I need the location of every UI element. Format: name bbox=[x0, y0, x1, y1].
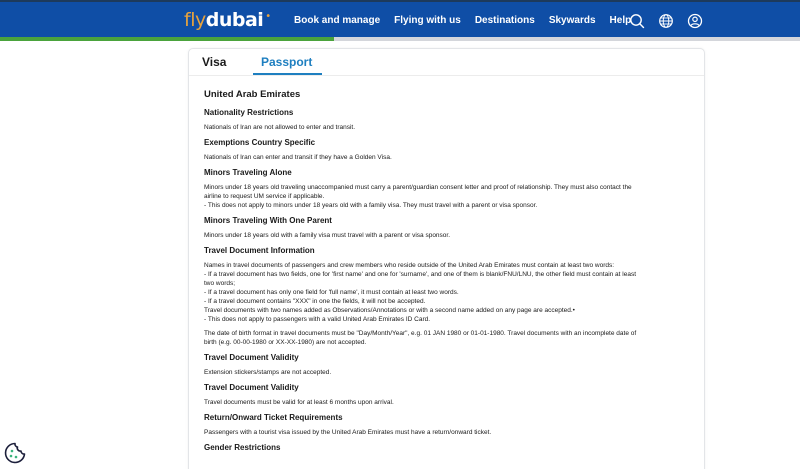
section-title: Gender Restrictions bbox=[204, 443, 281, 452]
tab-visa[interactable]: Visa bbox=[202, 55, 227, 69]
main-nav bbox=[294, 15, 645, 26]
section-body bbox=[204, 153, 694, 162]
passport-requirements-content bbox=[204, 89, 694, 453]
user-account-icon[interactable] bbox=[686, 12, 704, 30]
section-body bbox=[204, 368, 694, 377]
section-body bbox=[204, 261, 694, 347]
section-title: Travel Document Validity bbox=[204, 353, 299, 362]
section-text: Passengers with a tourist visa issued by the United Arab Emirates must have a return/onward ticket. bbox=[204, 429, 492, 436]
nav-flying-with-us[interactable]: Flying with us bbox=[394, 15, 461, 26]
section-title: Exemptions Country Specific bbox=[204, 138, 316, 147]
section-text: airline to request UM service if applicable. bbox=[204, 193, 325, 200]
section-title: Travel Document Information bbox=[204, 246, 315, 255]
section-title: Minors Traveling Alone bbox=[204, 168, 292, 177]
nav-skywards[interactable]: Skywards bbox=[548, 15, 596, 26]
section-body bbox=[204, 428, 694, 437]
section-text: Minors under 18 years old traveling unaccompanied must carry a parent/guardian consent letter and proof of relationship. They must also contact the bbox=[204, 184, 632, 191]
page-progress-fill bbox=[0, 37, 334, 41]
search-icon[interactable] bbox=[628, 12, 646, 30]
section-body bbox=[204, 231, 694, 240]
section-body bbox=[204, 123, 694, 132]
section-text: Travel documents must be valid for at least 6 months upon arrival. bbox=[204, 399, 394, 406]
section-title: Minors Traveling With One Parent bbox=[204, 216, 332, 225]
section-body bbox=[204, 183, 694, 210]
section-text: - If a travel document has two fields, one for 'first name' and one for 'surname', and one of them is blank/FNU/LNU, the other field must contain at least bbox=[204, 271, 637, 278]
logo-fly-text: fly bbox=[184, 9, 206, 31]
cookie-settings-button[interactable] bbox=[3, 441, 27, 465]
top-navigation-bar bbox=[0, 0, 800, 37]
section-text: birth (e.g. 00-00-1980 or XX-XX-1980) are not accepted. bbox=[204, 339, 367, 346]
section-text: - This does not apply to passengers with a valid United Arab Emirates ID Card. bbox=[204, 316, 431, 323]
tab-passport[interactable]: Passport bbox=[261, 55, 313, 69]
globe-icon[interactable] bbox=[657, 12, 675, 30]
travel-requirements-card bbox=[188, 48, 705, 469]
section-title: Travel Document Validity bbox=[204, 383, 299, 392]
section-text: - If a travel document has only one field for 'full name', it must contain at least two words. bbox=[204, 289, 459, 296]
tab-bar bbox=[189, 49, 704, 76]
flydubai-logo[interactable] bbox=[184, 9, 271, 33]
cookie-icon bbox=[3, 441, 27, 465]
section-text: The date of birth format in travel documents must be "Day/Month/Year", e.g. 01 JAN 1980 or 01-01-1980. Travel documents with an incomplete date of bbox=[204, 330, 637, 337]
active-tab-indicator bbox=[253, 73, 322, 75]
section-title: Return/Onward Ticket Requirements bbox=[204, 413, 343, 422]
section-text: Nationals of Iran can enter and transit if they have a Golden Visa. bbox=[204, 154, 392, 161]
section-text: Travel documents with two names added as Observations/Annotations or with a second name added on any page are accepted.• bbox=[204, 307, 575, 314]
section-text: Extension stickers/stamps are not accepted. bbox=[204, 369, 332, 376]
header-icons bbox=[628, 12, 715, 30]
nav-help[interactable]: Help bbox=[609, 15, 632, 26]
nav-book-and-manage[interactable]: Book and manage bbox=[294, 15, 381, 26]
section-title: Nationality Restrictions bbox=[204, 108, 294, 117]
section-text: - This does not apply to minors under 18 years old with a family visa. They must travel with a parent or visa sponsor. bbox=[204, 202, 538, 209]
country-heading: United Arab Emirates bbox=[204, 89, 301, 100]
logo-dubai-text: dubai bbox=[205, 9, 264, 31]
section-body bbox=[204, 398, 694, 407]
section-text: Minors under 18 years old with a family visa must travel with a parent or visa sponsor. bbox=[204, 232, 451, 239]
section-text: Names in travel documents of passengers and crew members who reside outside of the United Arab Emirates must contain at least two words: bbox=[204, 262, 615, 269]
section-text: - If a travel document contains "XXX" in one the fields, it will not be accepted. bbox=[204, 298, 426, 305]
nav-destinations[interactable]: Destinations bbox=[474, 15, 535, 26]
section-text: Nationals of Iran are not allowed to enter and transit. bbox=[204, 124, 356, 131]
section-text: two words; bbox=[204, 280, 236, 287]
logo-dot: • bbox=[265, 11, 271, 22]
